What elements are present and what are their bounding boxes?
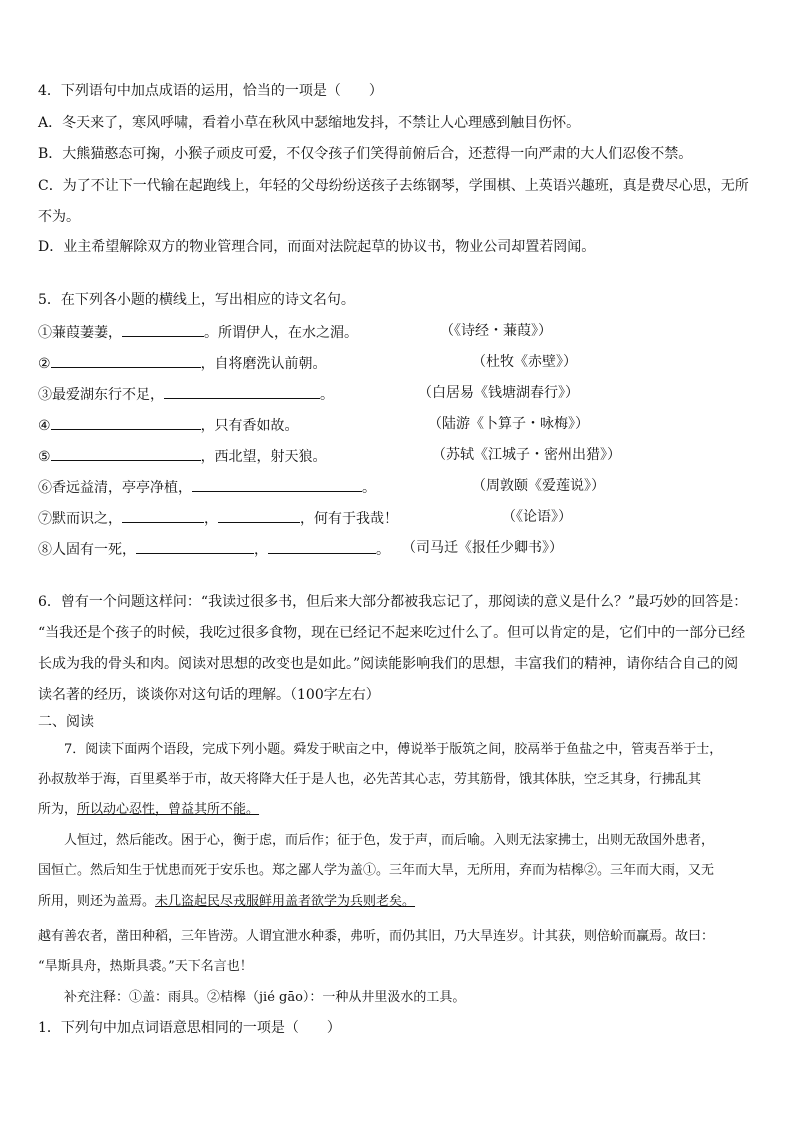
q5-source-6: （周敦颐《爱莲说》） (472, 478, 605, 494)
answer-blank[interactable] (218, 508, 300, 523)
q5-item-5: ⑤ ，西北望，射天狼。 (38, 446, 327, 466)
q4-option-d: D．业主希望解除双方的物业管理合同，而面对法院起草的协议书，物业公司却置若罔闻。 (38, 239, 596, 255)
q5-source-4: （陆游《卜算子・咏梅》） (428, 416, 589, 432)
underlined-sentence: 所以动心忍性，曾益其所不能。 (77, 802, 260, 817)
q5-item-6: ⑥香远益清，亭亭净植， 。 (38, 477, 376, 497)
answer-blank[interactable] (51, 353, 201, 368)
underlined-sentence: 未几盗起民尽戎服鲜用盖者欲学为兵则老矣。 (155, 894, 416, 909)
q5-source-3: （白居易《钱塘湖春行》） (418, 385, 579, 401)
q5-item-7: ⑦默而识之， ， ，何有于我哉！ (38, 508, 398, 528)
q5-source-7: （《论语》） (502, 509, 572, 525)
q7-note: 补充注释：①盖：雨具。②桔槔（jié gāo）：一种从井里汲水的工具。 (64, 990, 466, 1005)
q7-p2-line4: 越有善农者，凿田种稻，三年皆涝。人谓宜泄水种黍，弗听，而仍其旧，乃大旱连岁。计其获，则倍蚧而赢焉。故曰： (38, 929, 715, 944)
q5-item-8: ⑧人固有一死， ， 。 (38, 539, 390, 559)
answer-blank[interactable] (192, 477, 362, 492)
q7-line2: 孙叔敖举于海，百里奚举于市，故天将降大任于是人也，必先苦其心志，劳其筋骨，饿其体肤，空乏其身，行拂乱其 (38, 772, 702, 787)
q7-p2-line1: 人恒过，然后能改。困于心，衡于虑，而后作；征于色，发于声，而后喻。入则无法家拂士，出则无敌国外患者， (64, 833, 715, 848)
q4-stem: 4．下列语句中加点成语的运用，恰当的一项是（ ） (38, 83, 383, 99)
q1-stem: 1．下列句中加点词语意思相同的一项是（ ） (38, 1020, 341, 1036)
section-heading: 二、阅读 (38, 714, 94, 730)
q7-p2-line3: 所用，则还为盖焉。未几盗起民尽戎服鲜用盖者欲学为兵则老矣。 (38, 894, 416, 909)
answer-blank[interactable] (164, 384, 320, 399)
q7-p2-line2: 国恒亡。然后知生于忧患而死于安乐也。郑之鄙人学为盖①。三年而大旱，无所用，弃而为桔槔②。三年而大雨，又无 (38, 863, 715, 878)
q7-p2-line5: “旱斯具舟，热斯具裘。”天下名言也！ (38, 959, 253, 974)
q5-source-1: （《诗经・蒹葭》） (440, 323, 552, 339)
answer-blank[interactable] (136, 539, 254, 554)
q7-line1: 7．阅读下面两个语段，完成下列小题。舜发于畎亩之中，傅说举于版筑之间，胶鬲举于鱼盐之中，管夷吾举于士， (64, 742, 723, 757)
answer-blank[interactable] (51, 415, 201, 430)
q5-item-1: ①蒹葭萋萋， 。所谓伊人，在水之湄。 (38, 322, 358, 342)
q6-line3: 长成为我的骨头和肉。阅读对思想的改变也是如此。”阅读能影响我们的思想，丰富我们的精神，请你结合自己的阅 (38, 656, 739, 672)
q5-item-2: ② ，自将磨洗认前朝。 (38, 353, 327, 373)
answer-blank[interactable] (122, 322, 204, 337)
q7-line3: 所为，所以动心忍性，曾益其所不能。 (38, 802, 260, 817)
q4-option-a: A．冬天来了，寒风呼啸，看着小草在秋风中瑟缩地发抖，不禁让人心理感到触目伤怀。 (38, 115, 581, 131)
q5-source-8: （司马迁《报任少卿书》） (402, 540, 563, 556)
q5-item-3: ③最爱湖东行不足， 。 (38, 384, 334, 404)
q6-line2: “当我还是个孩子的时候，我吃过很多食物，现在已经记不起来吃过什么了。但可以肯定的是，它们中的一部分已经 (38, 625, 746, 641)
answer-blank[interactable] (122, 508, 204, 523)
answer-blank[interactable] (268, 539, 376, 554)
q6-line1: 6．曾有一个问题这样问：“我读过很多书，但后来大部分都被我忘记了，那阅读的意义是什么？”最巧妙的回答是： (38, 594, 748, 610)
q6-line4: 读名著的经历，谈谈你对这句话的理解。（100字左右） (38, 687, 380, 703)
q5-stem: 5．在下列各小题的横线上，写出相应的诗文名句。 (38, 292, 355, 308)
q4-option-b: B．大熊猫憨态可掬，小猴子顽皮可爱，不仅令孩子们笑得前俯后合，还惹得一向严肃的大人们忍俊不禁。 (38, 146, 693, 162)
answer-blank[interactable] (51, 446, 201, 461)
q4-option-c-line2: 不为。 (38, 209, 80, 225)
q5-source-2: （杜牧《赤壁》） (472, 354, 577, 370)
q4-option-c-line1: C．为了不让下一代输在起跑线上，年轻的父母纷纷送孩子去练钢琴，学围棋、上英语兴趣班，真是费尽心思，无所 (38, 178, 749, 194)
q5-item-4: ④ ，只有香如故。 (38, 415, 299, 435)
q5-source-5: （苏轼《江城子・密州出猎》） (432, 447, 621, 463)
